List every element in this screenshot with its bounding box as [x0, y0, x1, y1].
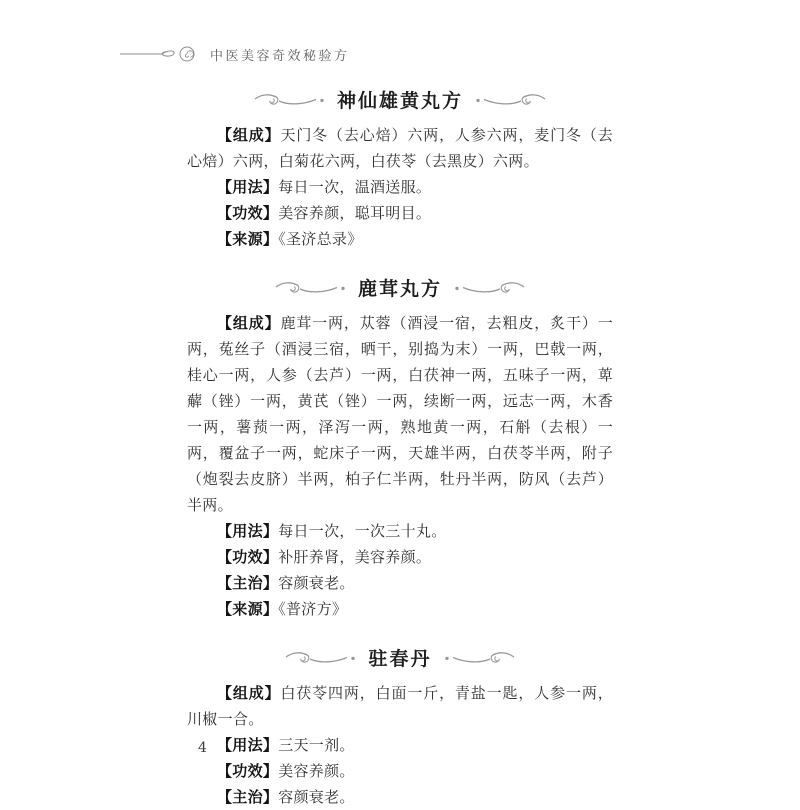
entry-text: 《普济方》 — [278, 600, 348, 618]
formula-entry — [187, 570, 613, 596]
formula-entry — [187, 732, 613, 758]
formula-entry — [187, 174, 613, 200]
section-title-row — [187, 86, 613, 113]
formula-section — [187, 274, 613, 622]
entry-label: 【功效】 — [217, 204, 279, 222]
entry-label: 【组成】 — [217, 684, 281, 702]
page-body — [187, 86, 613, 810]
entry-list — [187, 310, 613, 622]
entry-label: 【用法】 — [217, 522, 279, 540]
page-number: 4 — [198, 740, 207, 756]
entry-text: 美容养颜，聪耳明目。 — [278, 204, 432, 222]
formula-entry — [187, 226, 613, 252]
entry-text: 每日一次，温酒送服。 — [278, 178, 432, 196]
section-title: 驻春丹 — [368, 648, 432, 670]
flourish-right-icon — [443, 650, 515, 666]
header-ornament-icon — [120, 45, 200, 63]
entry-text: 鹿茸一两，苁蓉（酒浸一宿，去粗皮，炙干）一两，菟丝子（酒浸三宿，晒干，别捣为末）一两，巴戟一两，桂心一两，人参（去芦）一两，白茯神一两，五味子一两，萆薢（锉）一两，黄芪（锉）一两，续断一两，远志一两，木香一两，薯蓣一两，泽泻一两，熟地黄一两，石斛（去根）一两，覆盆子一两，蛇床子一两，天雄半两，白茯苓半两，附子（炮裂去皮脐）半两，柏子仁半两，牡丹半两，防风（去芦）半两。 — [187, 314, 613, 514]
entry-text: 美容养颜。 — [278, 762, 355, 780]
formula-entry — [187, 544, 613, 570]
section-title: 神仙雄黄丸方 — [336, 90, 463, 112]
flourish-left-icon — [285, 650, 357, 666]
entry-text: 三天一剂。 — [278, 736, 355, 754]
formula-entry — [187, 310, 613, 518]
section-title-row — [187, 644, 613, 671]
flourish-left-icon — [275, 280, 347, 296]
formula-entry — [187, 680, 613, 732]
page-header — [0, 44, 800, 64]
entry-text: 《圣济总录》 — [278, 230, 363, 248]
entry-list — [187, 122, 613, 252]
entry-label: 【组成】 — [217, 314, 281, 332]
formula-section — [187, 86, 613, 252]
section-title: 鹿茸丸方 — [357, 278, 442, 300]
section-title-row — [187, 274, 613, 301]
flourish-right-icon — [474, 92, 546, 108]
entry-text: 白茯苓四两，白面一斤，青盐一匙，人参一两，川椒一合。 — [187, 684, 613, 728]
entry-list — [187, 680, 613, 810]
running-head: 中医美容奇效秘验方 — [210, 48, 350, 64]
flourish-right-icon — [453, 280, 525, 296]
entry-label: 【用法】 — [217, 736, 279, 754]
entry-label: 【功效】 — [217, 762, 279, 780]
entry-label: 【主治】 — [217, 574, 279, 592]
entry-label: 【来源】 — [217, 230, 279, 248]
entry-text: 容颜衰老。 — [278, 788, 355, 806]
formula-section — [187, 644, 613, 810]
entry-text: 天门冬（去心焙）六两，人参六两，麦门冬（去心焙）六两，白菊花六两，白茯苓（去黑皮）六两。 — [187, 126, 613, 170]
formula-entry — [187, 758, 613, 784]
formula-entry — [187, 122, 613, 174]
entry-label: 【主治】 — [217, 788, 279, 806]
entry-label: 【组成】 — [217, 126, 281, 144]
entry-label: 【功效】 — [217, 548, 279, 566]
formula-entry — [187, 200, 613, 226]
flourish-left-icon — [254, 92, 326, 108]
entry-text: 容颜衰老。 — [278, 574, 355, 592]
formula-entry — [187, 596, 613, 622]
formula-entry — [187, 784, 613, 810]
entry-label: 【用法】 — [217, 178, 279, 196]
formula-entry — [187, 518, 613, 544]
entry-label: 【来源】 — [217, 600, 279, 618]
entry-text: 每日一次，一次三十丸。 — [278, 522, 447, 540]
entry-text: 补肝养肾，美容养颜。 — [278, 548, 432, 566]
